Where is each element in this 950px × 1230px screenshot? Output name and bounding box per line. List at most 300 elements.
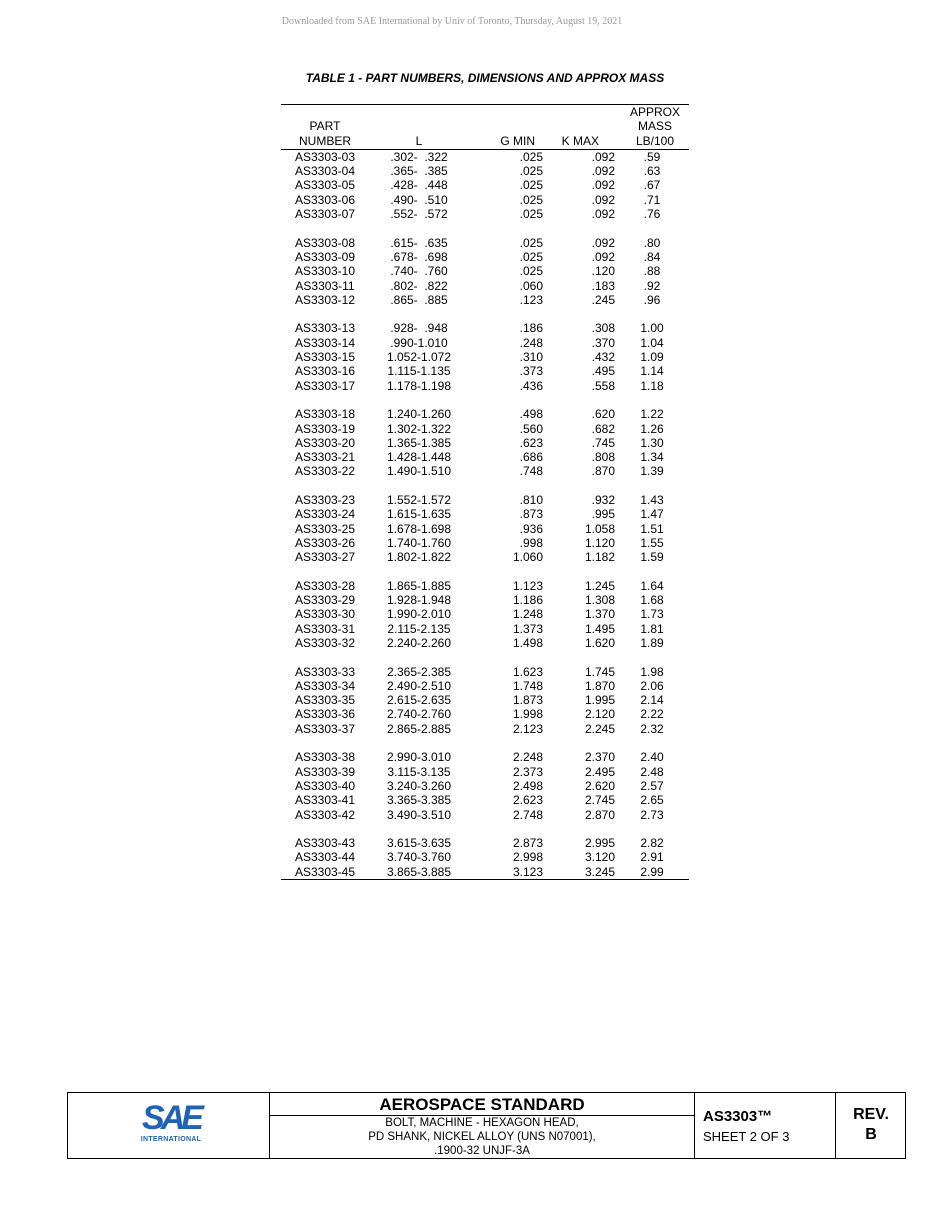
title-block-document-cell <box>695 1093 836 1158</box>
table-row <box>281 693 689 707</box>
g-min-cell: 1.623 <box>512 664 543 679</box>
g-min-cell: 1.186 <box>512 593 543 608</box>
group-spacer-row <box>281 822 689 836</box>
spacer-cell <box>281 822 689 836</box>
k-max-cell: 2.995 <box>584 836 615 851</box>
spacer-cell <box>281 565 689 579</box>
k-max-cell: 2.370 <box>584 750 615 765</box>
group-spacer-row <box>281 221 689 235</box>
g-min-cell: .686 <box>519 450 543 465</box>
part-number-cell: AS3303-11 <box>295 278 355 293</box>
l-cell: 1.990-2.010 <box>386 607 452 622</box>
table-row <box>281 665 689 679</box>
part-number-cell: AS3303-31 <box>294 621 356 636</box>
g-min-cell: .936 <box>519 521 543 536</box>
table-row <box>281 493 689 507</box>
part-number-cell: AS3303-10 <box>294 264 356 279</box>
k-max-cell: .092 <box>591 207 615 222</box>
mass-cell: .84 <box>643 249 661 264</box>
table-row <box>281 636 689 650</box>
part-number-cell: AS3303-34 <box>294 678 356 693</box>
mass-cell: 1.22 <box>640 407 664 422</box>
g-min-cell: .060 <box>519 278 543 293</box>
l-cell: .365- .385 <box>390 164 448 179</box>
mass-cell: .67 <box>643 178 661 193</box>
sae-logo <box>138 1101 204 1143</box>
table-row <box>281 622 689 636</box>
mass-cell: 2.82 <box>640 836 664 851</box>
mass-cell: 2.91 <box>640 850 664 865</box>
part-number-cell: AS3303-28 <box>294 578 356 593</box>
group-spacer-row <box>281 736 689 750</box>
part-number-cell: AS3303-21 <box>294 450 356 465</box>
part-number-cell: AS3303-04 <box>294 164 356 179</box>
table-row <box>281 507 689 521</box>
k-max-cell: 2.495 <box>584 764 615 779</box>
mass-cell: .80 <box>643 235 661 250</box>
k-max-cell: 1.370 <box>584 607 615 622</box>
k-max-cell: .245 <box>591 292 615 307</box>
part-number-cell: AS3303-30 <box>294 607 356 622</box>
l-cell: 1.240-1.260 <box>386 407 452 422</box>
mass-cell: .88 <box>643 264 661 279</box>
table-row <box>281 450 689 464</box>
part-number-cell: AS3303-26 <box>294 535 356 550</box>
k-max-cell: .183 <box>591 278 615 293</box>
part-number-cell: AS3303-15 <box>294 350 356 365</box>
k-max-cell: 2.620 <box>584 778 615 793</box>
k-max-cell: .092 <box>591 178 615 193</box>
part-number-cell: AS3303-43 <box>294 836 356 851</box>
g-min-cell: 1.998 <box>512 707 543 722</box>
g-min-cell: .025 <box>519 264 543 279</box>
g-min-cell: .373 <box>519 364 543 379</box>
part-number-cell: AS3303-36 <box>294 707 356 722</box>
table-row <box>281 550 689 564</box>
g-min-cell: 1.060 <box>512 550 543 565</box>
table-row <box>281 236 689 250</box>
title-block-revision-cell <box>836 1093 906 1158</box>
l-cell: .490- .510 <box>390 192 448 207</box>
part-number-cell: AS3303-24 <box>294 507 356 522</box>
k-max-cell: 2.745 <box>584 793 615 808</box>
table-row <box>281 765 689 779</box>
spacer-cell <box>281 221 689 235</box>
mass-cell: 1.73 <box>640 607 664 622</box>
l-cell: 3.240-3.260 <box>386 778 452 793</box>
mass-cell: 1.26 <box>640 421 664 436</box>
mass-cell: 1.30 <box>640 435 664 450</box>
table-row <box>281 321 689 335</box>
mass-cell: 1.18 <box>640 378 664 393</box>
k-max-cell: .495 <box>591 364 615 379</box>
l-cell: 2.240-2.260 <box>386 635 452 650</box>
k-max-cell: .092 <box>591 235 615 250</box>
k-max-cell: .308 <box>591 321 615 336</box>
l-cell: .802- .822 <box>390 278 448 293</box>
mass-cell: 1.00 <box>640 321 664 336</box>
k-max-cell: 1.245 <box>584 578 615 593</box>
l-cell: 1.678-1.698 <box>386 521 452 536</box>
k-max-cell: 2.120 <box>584 707 615 722</box>
l-cell: 3.865-3.885 <box>386 864 452 879</box>
g-min-cell: 1.748 <box>512 678 543 693</box>
mass-cell: .63 <box>643 164 661 179</box>
mass-cell: 2.57 <box>640 778 664 793</box>
part-number-cell: AS3303-12 <box>294 292 356 307</box>
part-number-cell: AS3303-05 <box>294 178 356 193</box>
l-cell: 2.615-2.635 <box>386 693 452 708</box>
description-line: BOLT, MACHINE - HEXAGON HEAD, <box>385 1117 579 1129</box>
title-block-logo-cell <box>68 1093 270 1158</box>
header-part-line1: PART <box>309 119 341 134</box>
g-min-cell: .186 <box>519 321 543 336</box>
mass-cell: 2.48 <box>640 764 664 779</box>
part-number-cell: AS3303-44 <box>294 850 356 865</box>
table-row <box>281 464 689 478</box>
mass-cell: 2.65 <box>640 793 664 808</box>
table-row <box>281 164 689 178</box>
g-min-cell: 1.248 <box>512 607 543 622</box>
table-row <box>281 779 689 793</box>
part-number-cell: AS3303-09 <box>294 249 356 264</box>
part-number-cell: AS3303-35 <box>294 693 356 708</box>
part-number-cell: AS3303-37 <box>294 721 356 736</box>
g-min-cell: .998 <box>519 535 543 550</box>
header-mass-line2: MASS <box>637 119 672 134</box>
l-cell: .865- .885 <box>390 292 448 307</box>
spacer-cell <box>281 393 689 407</box>
g-min-cell: .560 <box>519 421 543 436</box>
k-max-cell: 2.870 <box>584 807 615 822</box>
mass-cell: 1.14 <box>640 364 664 379</box>
table-row <box>281 178 689 192</box>
g-min-cell: .025 <box>519 249 543 264</box>
g-min-cell: 2.623 <box>512 793 543 808</box>
header-mass-line3: LB/100 <box>635 133 675 148</box>
table-title: TABLE 1 - PART NUMBERS, DIMENSIONS AND APPROX MASS <box>305 71 665 85</box>
mass-cell: 1.04 <box>640 335 664 350</box>
group-spacer-row <box>281 307 689 321</box>
part-number-cell: AS3303-29 <box>294 593 356 608</box>
part-number-cell: AS3303-33 <box>294 664 356 679</box>
l-cell: 2.865-2.885 <box>386 721 452 736</box>
table-row <box>281 364 689 378</box>
l-cell: 2.490-2.510 <box>386 678 452 693</box>
mass-cell: .96 <box>643 292 661 307</box>
g-min-cell: .248 <box>519 335 543 350</box>
k-max-cell: .932 <box>591 493 615 508</box>
part-number-cell: AS3303-38 <box>294 750 356 765</box>
l-cell: .615- .635 <box>390 235 448 250</box>
part-number-cell: AS3303-40 <box>294 778 356 793</box>
k-max-cell: .620 <box>591 407 615 422</box>
mass-cell: .59 <box>643 149 661 164</box>
part-number-cell: AS3303-25 <box>294 521 356 536</box>
table-row <box>281 607 689 621</box>
g-min-cell: .498 <box>519 407 543 422</box>
table-row <box>281 593 689 607</box>
mass-cell: 2.06 <box>640 678 664 693</box>
l-cell: 3.490-3.510 <box>386 807 452 822</box>
g-min-cell: .025 <box>519 192 543 207</box>
document-number: AS3303™ <box>703 1108 773 1125</box>
mass-cell: 1.39 <box>640 464 664 479</box>
mass-cell: 1.89 <box>640 635 664 650</box>
l-cell: 1.302-1.322 <box>386 421 452 436</box>
g-min-cell: .873 <box>519 507 543 522</box>
sae-logo-subtitle: INTERNATIONAL <box>140 1136 202 1143</box>
mass-cell: 1.64 <box>640 578 664 593</box>
table-row <box>281 579 689 593</box>
part-number-cell: AS3303-39 <box>294 764 356 779</box>
k-max-cell: 1.308 <box>584 593 615 608</box>
k-max-cell: .432 <box>591 350 615 365</box>
k-max-cell: .682 <box>591 421 615 436</box>
table-row <box>281 336 689 350</box>
g-min-cell: .025 <box>519 178 543 193</box>
table-row <box>281 536 689 550</box>
l-cell: 1.365-1.385 <box>386 435 452 450</box>
l-cell: 2.365-2.385 <box>386 664 452 679</box>
l-cell: .552- .572 <box>390 207 448 222</box>
table-body <box>281 149 689 879</box>
table-row <box>281 379 689 393</box>
table-row <box>281 279 689 293</box>
l-cell: 3.115-3.135 <box>387 764 451 779</box>
k-max-cell: .092 <box>591 249 615 264</box>
k-max-cell: 3.245 <box>584 864 615 879</box>
spacer-cell <box>281 307 689 321</box>
group-spacer-row <box>281 565 689 579</box>
l-cell: 1.552-1.572 <box>386 493 452 508</box>
l-cell: .428- .448 <box>390 178 448 193</box>
table-row <box>281 865 689 880</box>
l-cell: .302- .322 <box>390 149 448 164</box>
g-min-cell: 2.248 <box>512 750 543 765</box>
mass-cell: 1.55 <box>640 535 664 550</box>
header-part-line2: NUMBER <box>298 133 351 148</box>
table-row <box>281 436 689 450</box>
g-min-cell: .123 <box>519 292 543 307</box>
k-max-cell: .092 <box>591 192 615 207</box>
part-number-cell: AS3303-07 <box>294 207 356 222</box>
mass-cell: 1.34 <box>640 450 664 465</box>
k-max-cell: .808 <box>591 450 615 465</box>
g-min-cell: 1.373 <box>512 621 543 636</box>
part-number-cell: AS3303-32 <box>294 635 356 650</box>
k-max-cell: .995 <box>591 507 615 522</box>
g-min-cell: .436 <box>519 378 543 393</box>
table-row <box>281 250 689 264</box>
l-cell: 3.365-3.385 <box>386 793 452 808</box>
g-min-cell: 2.873 <box>512 836 543 851</box>
table-row <box>281 350 689 364</box>
l-cell: .928- .948 <box>390 321 448 336</box>
g-min-cell: .025 <box>519 149 543 164</box>
table-row <box>281 422 689 436</box>
part-number-cell: AS3303-03 <box>294 149 356 164</box>
description-line: PD SHANK, NICKEL ALLOY (UNS N07001), <box>368 1131 596 1143</box>
table-row <box>281 750 689 764</box>
g-min-cell: 1.498 <box>512 635 543 650</box>
g-min-cell: 2.748 <box>512 807 543 822</box>
l-cell: 1.115-1.135 <box>387 364 451 379</box>
mass-cell: 2.40 <box>640 750 664 765</box>
l-cell: 1.802-1.822 <box>386 550 452 565</box>
title-block <box>67 1092 906 1159</box>
k-max-cell: .558 <box>591 378 615 393</box>
part-number-cell: AS3303-27 <box>294 550 356 565</box>
table-row <box>281 836 689 850</box>
part-number-cell: AS3303-18 <box>294 407 356 422</box>
group-spacer-row <box>281 650 689 664</box>
mass-cell: 1.47 <box>640 507 664 522</box>
table-row <box>281 522 689 536</box>
header-k-max: K MAX <box>543 105 615 150</box>
k-max-cell: 2.245 <box>584 721 615 736</box>
mass-cell: .71 <box>643 192 661 207</box>
part-numbers-table <box>281 104 689 880</box>
table-row <box>281 793 689 807</box>
part-number-cell: AS3303-41 <box>294 793 356 808</box>
part-number-cell: AS3303-20 <box>294 435 356 450</box>
mass-cell: 1.09 <box>640 350 664 365</box>
part-number-cell: AS3303-16 <box>294 364 356 379</box>
table-row <box>281 207 689 221</box>
part-number-cell: AS3303-17 <box>294 378 356 393</box>
g-min-cell: .025 <box>519 235 543 250</box>
header-approx-mass <box>615 105 689 150</box>
table-row <box>281 850 689 864</box>
k-max-cell: 1.745 <box>584 664 615 679</box>
mass-cell: 1.68 <box>640 593 664 608</box>
description-line: .1900-32 UNJF-3A <box>434 1145 530 1157</box>
k-max-cell: 1.120 <box>584 535 615 550</box>
table-row <box>281 808 689 822</box>
mass-cell: 1.59 <box>640 550 664 565</box>
aerospace-standard-heading: AEROSPACE STANDARD <box>270 1095 694 1116</box>
l-cell: 1.178-1.198 <box>386 378 452 393</box>
k-max-cell: 1.620 <box>584 635 615 650</box>
download-watermark: Downloaded from SAE International by Univ of Toronto, Thursday, August 19, 2021 <box>281 16 623 27</box>
k-max-cell: .092 <box>591 149 615 164</box>
header-part-number <box>281 105 369 150</box>
table-row <box>281 722 689 736</box>
mass-cell: 2.14 <box>640 693 664 708</box>
table-row <box>281 193 689 207</box>
mass-cell: 2.22 <box>640 707 664 722</box>
l-cell: 1.615-1.635 <box>386 507 452 522</box>
sae-logo-mark: SAE <box>142 1099 200 1137</box>
k-max-cell: 1.870 <box>584 678 615 693</box>
mass-cell: 1.81 <box>640 621 664 636</box>
l-cell: 3.740-3.760 <box>386 850 452 865</box>
l-cell: 1.490-1.510 <box>386 464 452 479</box>
k-max-cell: .120 <box>591 264 615 279</box>
table-row <box>281 407 689 421</box>
group-spacer-row <box>281 479 689 493</box>
g-min-cell: .025 <box>519 207 543 222</box>
mass-cell: 1.51 <box>640 521 664 536</box>
table-row <box>281 293 689 307</box>
l-cell: .990-1.010 <box>390 335 448 350</box>
header-g-min: G MIN <box>469 105 543 150</box>
part-number-cell: AS3303-19 <box>294 421 356 436</box>
g-min-cell: .025 <box>519 164 543 179</box>
l-cell: 1.865-1.885 <box>386 578 452 593</box>
part-number-cell: AS3303-13 <box>294 321 356 336</box>
sheet-number: SHEET 2 OF 3 <box>703 1129 790 1144</box>
g-min-cell: 2.373 <box>512 764 543 779</box>
k-max-cell: 1.495 <box>584 621 615 636</box>
mass-cell: 2.99 <box>640 864 664 879</box>
l-cell: 1.052-1.072 <box>386 350 452 365</box>
l-cell: 2.740-2.760 <box>386 707 452 722</box>
k-max-cell: 3.120 <box>584 850 615 865</box>
table-header-row <box>281 105 689 150</box>
k-max-cell: 1.058 <box>584 521 615 536</box>
spacer-cell <box>281 736 689 750</box>
title-block-description-cell <box>270 1093 695 1158</box>
l-cell: .740- .760 <box>390 264 448 279</box>
k-max-cell: .745 <box>591 435 615 450</box>
mass-cell: 2.73 <box>640 807 664 822</box>
part-number-cell: AS3303-23 <box>294 493 356 508</box>
l-cell: .678- .698 <box>390 249 448 264</box>
g-min-cell: 1.123 <box>512 578 543 593</box>
part-number-cell: AS3303-06 <box>294 192 356 207</box>
header-mass-line1: APPROX <box>629 105 680 119</box>
header-l: L <box>369 105 469 150</box>
g-min-cell: 3.123 <box>512 864 543 879</box>
g-min-cell: 1.873 <box>512 693 543 708</box>
l-cell: 1.740-1.760 <box>386 535 452 550</box>
table-row <box>281 264 689 278</box>
l-cell: 1.428-1.448 <box>386 450 452 465</box>
g-min-cell: 2.998 <box>512 850 543 865</box>
spacer-cell <box>281 650 689 664</box>
standard-description <box>270 1116 694 1158</box>
k-max-cell: .092 <box>591 164 615 179</box>
part-number-cell: AS3303-08 <box>294 235 356 250</box>
g-min-cell: .748 <box>519 464 543 479</box>
g-min-cell: .310 <box>519 350 543 365</box>
part-number-cell: AS3303-45 <box>294 864 356 879</box>
l-cell: 2.990-3.010 <box>386 750 452 765</box>
g-min-cell: 2.498 <box>512 778 543 793</box>
l-cell: 2.115-2.135 <box>387 621 451 636</box>
spacer-cell <box>281 479 689 493</box>
g-min-cell: 2.123 <box>512 721 543 736</box>
mass-cell: 2.32 <box>640 721 664 736</box>
l-cell: 1.928-1.948 <box>386 593 452 608</box>
k-max-cell: .870 <box>591 464 615 479</box>
mass-cell: 1.43 <box>640 493 664 508</box>
g-min-cell: .623 <box>519 435 543 450</box>
k-max-cell: 1.995 <box>584 693 615 708</box>
g-min-cell: .810 <box>519 493 543 508</box>
table-row <box>281 679 689 693</box>
k-max-cell: 1.182 <box>584 550 615 565</box>
k-max-cell: .370 <box>591 335 615 350</box>
l-cell: 3.615-3.635 <box>386 836 452 851</box>
revision-label: REV. <box>853 1106 889 1123</box>
part-number-cell: AS3303-14 <box>294 335 356 350</box>
revision-value: B <box>865 1126 877 1143</box>
mass-cell: .92 <box>643 278 661 293</box>
table-row <box>281 149 689 164</box>
